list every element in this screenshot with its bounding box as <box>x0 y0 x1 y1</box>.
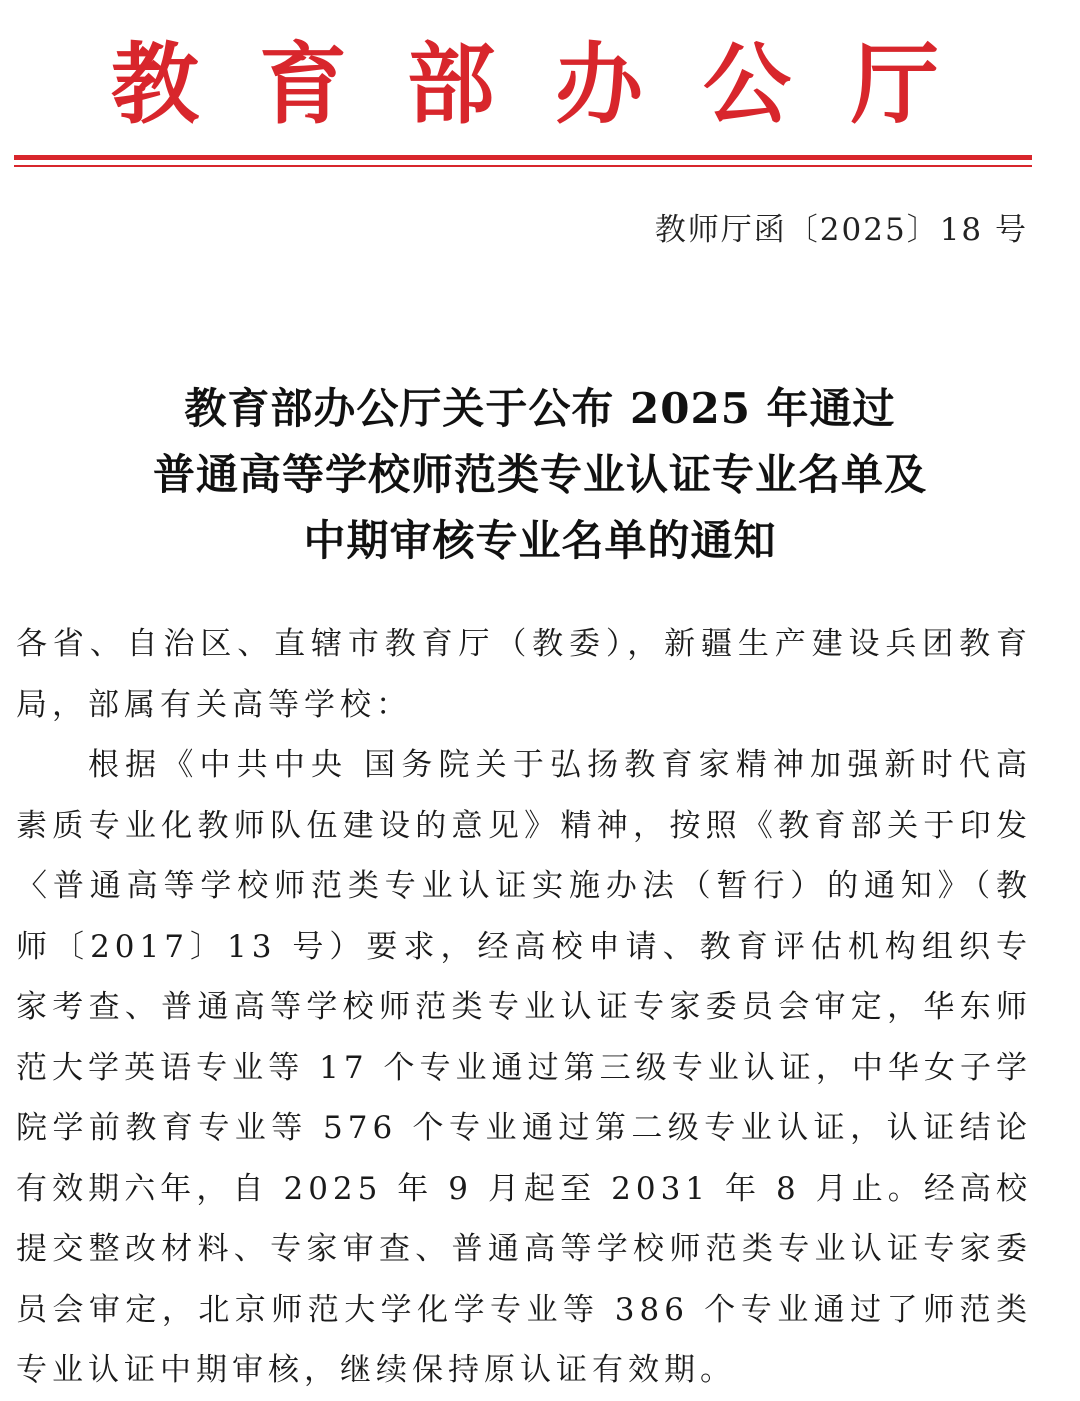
title-line-2: 普通高等学校师范类专业认证专业名单及 <box>152 450 927 499</box>
red-rule-thin <box>14 165 1032 167</box>
title-line-1: 教育部办公厅关于公布 2025 年通过 <box>184 384 896 433</box>
agency-masthead: 教育部办公厅 <box>110 32 999 136</box>
salutation: 各省、自治区、直辖市教育厅（教委），新疆生产建设兵团教育局，部属有关高等学校： <box>16 626 1032 723</box>
title-line-3: 中期审核专业名单的通知 <box>303 516 777 565</box>
document-body <box>16 614 1032 1401</box>
red-rule-thick <box>14 155 1032 160</box>
body-paragraph: 根据《中共中央 国务院关于弘扬教育家精神加强新时代高素质专业化教师队伍建设的意见》精神，按照《教育部关于印发〈普通高等学校师范类专业认证实施办法（暂行）的通知》（教师〔2017〕13 号）要求，经高校申请、教育评估机构组织专家考查、普通高等学校师范类专业认证专家委员会审定，华东师范大学英语专业等 17 个专业通过第三级专业认证，中华女子学院学前教育专业等 576 个专业通过第二级专业认证，认证结论有效期六年，自 2025 年 9 月起至 2031 年 8 月止。经高校提交整改材料、专家审查、普通高等学校师范类专业认证专家委员会审定，北京师范大学化学专业等 386 个专业通过了师范类专业认证中期审核，继续保持原认证有效期。 <box>16 747 1032 1388</box>
document-number: 教师厅函〔2025〕18 号 <box>654 212 1028 248</box>
document-title <box>0 376 1080 574</box>
